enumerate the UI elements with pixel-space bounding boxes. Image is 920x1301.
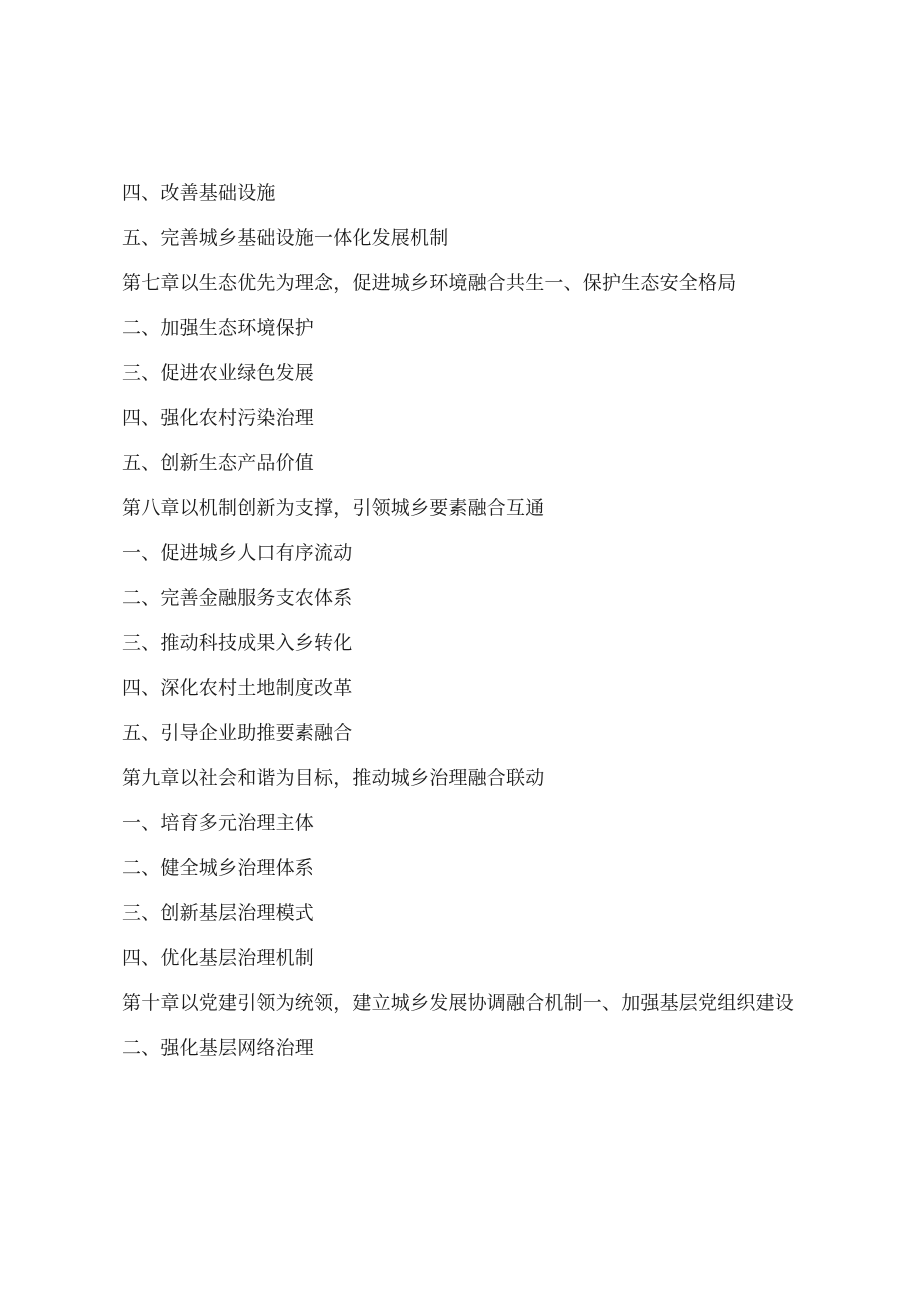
toc-item: 四、改善基础设施 (122, 182, 276, 204)
toc-chapter-heading: 第七章以生态优先为理念，促进城乡环境融合共生一、保护生态安全格局 (122, 272, 737, 294)
toc-item: 五、引导企业助推要素融合 (122, 722, 353, 744)
toc-item: 三、促进农业绿色发展 (122, 362, 315, 384)
toc-item: 五、创新生态产品价值 (122, 452, 315, 474)
toc-item: 四、强化农村污染治理 (122, 407, 315, 429)
toc-item: 一、培育多元治理主体 (122, 812, 315, 834)
toc-item: 四、优化基层治理机制 (122, 947, 315, 969)
toc-chapter-heading: 第九章以社会和谐为目标，推动城乡治理融合联动 (122, 767, 545, 789)
toc-chapter-heading: 第十章以党建引领为统领，建立城乡发展协调融合机制一、加强基层党组织建设 (122, 992, 795, 1014)
table-of-contents (122, 171, 812, 1071)
toc-item: 三、推动科技成果入乡转化 (122, 632, 353, 654)
toc-item: 二、完善金融服务支农体系 (122, 587, 353, 609)
toc-item: 一、促进城乡人口有序流动 (122, 542, 353, 564)
toc-item: 五、完善城乡基础设施一体化发展机制 (122, 227, 449, 249)
toc-item: 四、深化农村土地制度改革 (122, 677, 353, 699)
toc-item: 三、创新基层治理模式 (122, 902, 315, 924)
toc-item: 二、加强生态环境保护 (122, 317, 315, 339)
toc-item: 二、健全城乡治理体系 (122, 857, 315, 879)
toc-chapter-heading: 第八章以机制创新为支撑，引领城乡要素融合互通 (122, 497, 545, 519)
toc-item: 二、强化基层网络治理 (122, 1037, 315, 1059)
